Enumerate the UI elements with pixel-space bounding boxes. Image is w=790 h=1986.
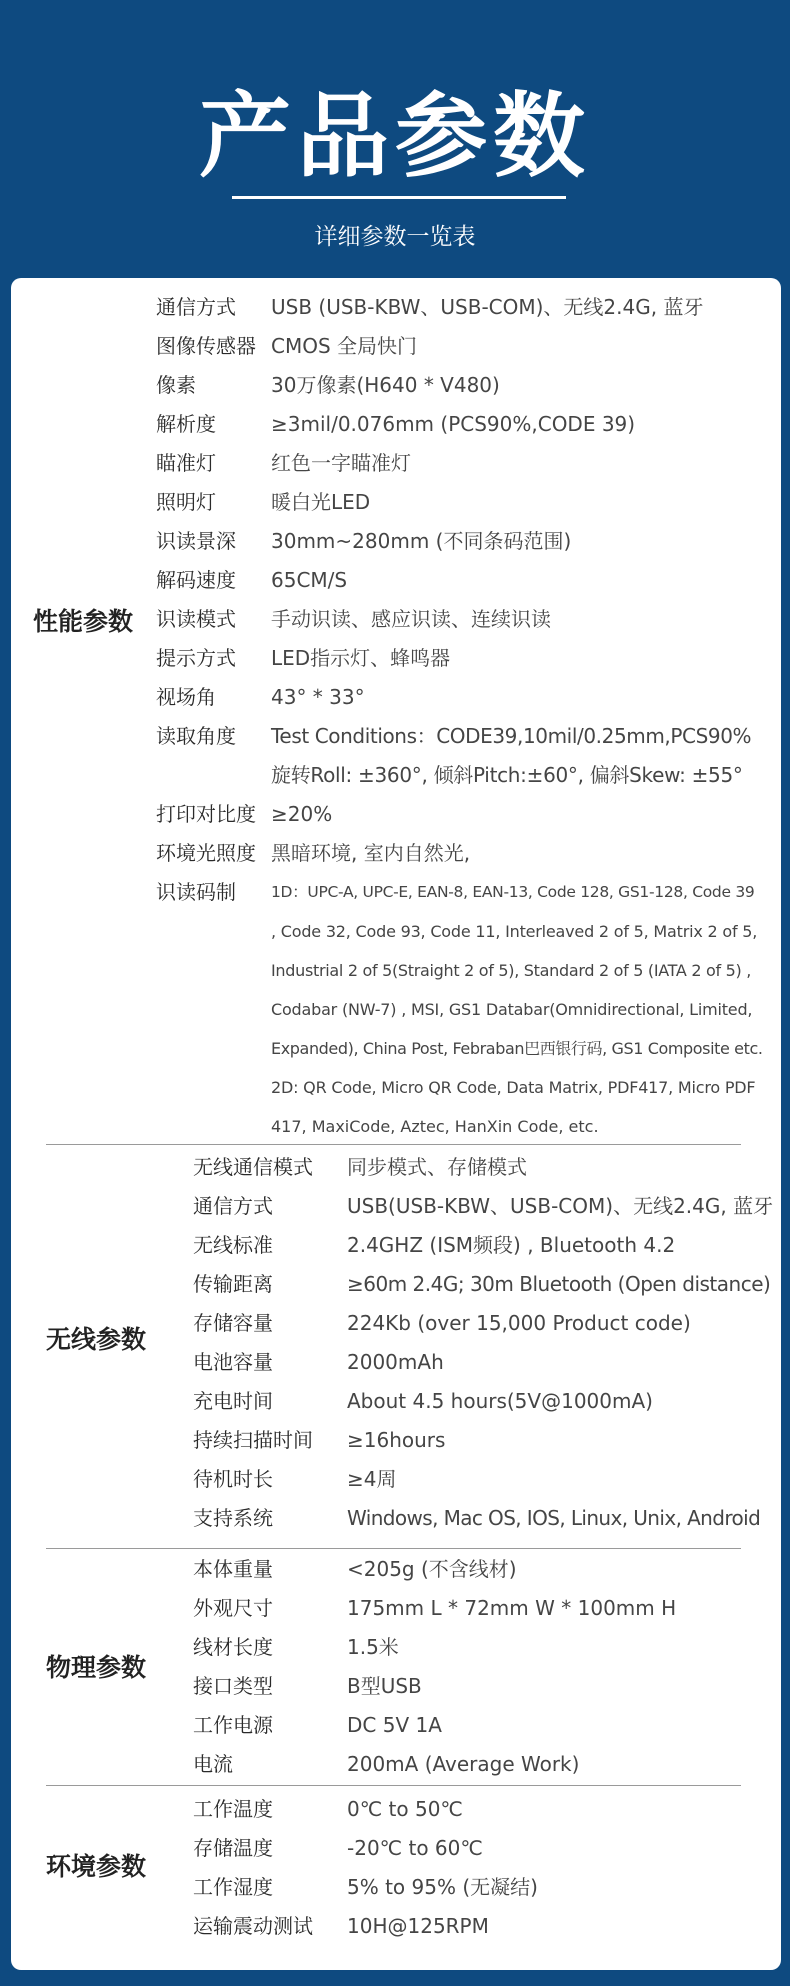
- spec-value: ≥20%: [271, 802, 333, 826]
- spec-value: 200mA (Average Work): [347, 1752, 580, 1776]
- symbology-line: Codabar (NW-7) , MSI, GS1 Databar(Omnidirectional, Limited,: [271, 1000, 753, 1019]
- section-label-environment: 环境参数: [46, 1852, 147, 1881]
- spec-key: 存储容量: [193, 1311, 273, 1335]
- spec-key: 无线通信模式: [193, 1155, 313, 1179]
- spec-key: 工作温度: [193, 1797, 273, 1821]
- spec-key: 读取角度: [156, 724, 236, 748]
- spec-key: 外观尺寸: [193, 1596, 273, 1620]
- spec-value: 30万像素(H640 * V480): [271, 373, 500, 397]
- spec-key: 持续扫描时间: [193, 1428, 313, 1452]
- spec-value: Test Conditions：CODE39,10mil/0.25mm,PCS90%: [271, 724, 752, 748]
- spec-value: ≥16hours: [347, 1428, 446, 1452]
- spec-key: 识读景深: [156, 529, 236, 553]
- spec-key: 识读码制: [156, 880, 236, 904]
- spec-value: 65CM/S: [271, 568, 348, 592]
- spec-key: 线材长度: [193, 1635, 273, 1659]
- title-underline: [232, 196, 566, 199]
- spec-key: 瞄准灯: [156, 451, 216, 475]
- spec-key: 支持系统: [193, 1506, 273, 1530]
- spec-value: 175mm L * 72mm W * 100mm H: [347, 1596, 677, 1620]
- header: [0, 0, 790, 275]
- spec-value: DC 5V 1A: [347, 1713, 442, 1737]
- spec-key: 识读模式: [156, 607, 236, 631]
- spec-value: CMOS 全局快门: [271, 334, 418, 358]
- spec-key: 无线标准: [193, 1233, 273, 1257]
- symbology-line: Expanded), China Post, Febraban巴西银行码, GS1 Composite etc.: [271, 1039, 763, 1058]
- spec-value: 10H@125RPM: [347, 1914, 489, 1938]
- section-label-performance: 性能参数: [33, 607, 134, 636]
- spec-value: 红色一字瞄准灯: [271, 451, 411, 475]
- spec-key: 解析度: [156, 412, 216, 436]
- spec-key: 提示方式: [156, 646, 236, 670]
- spec-key: 解码速度: [156, 568, 236, 592]
- spec-value: 30mm~280mm (不同条码范围): [271, 529, 572, 553]
- spec-key: 工作电源: [193, 1713, 273, 1737]
- spec-value: 暖白光LED: [271, 490, 371, 514]
- spec-value: ≥60m 2.4G; 30m Bluetooth (Open distance): [347, 1272, 771, 1296]
- spec-key: 存储温度: [193, 1836, 273, 1860]
- spec-key: 视场角: [156, 685, 216, 709]
- spec-value: -20℃ to 60℃: [347, 1836, 483, 1860]
- spec-value: LED指示灯、蜂鸣器: [271, 646, 451, 670]
- symbology-line: 417, MaxiCode, Aztec, HanXin Code, etc.: [271, 1117, 599, 1136]
- section-label-wireless: 无线参数: [46, 1325, 147, 1354]
- section-divider: [46, 1548, 741, 1549]
- spec-key: 像素: [156, 373, 196, 397]
- spec-key: 照明灯: [156, 490, 216, 514]
- spec-key: 打印对比度: [156, 802, 256, 826]
- spec-key: 通信方式: [156, 295, 236, 319]
- spec-key: 运输震动测试: [193, 1914, 313, 1938]
- spec-value: 1.5米: [347, 1635, 399, 1659]
- spec-key: 通信方式: [193, 1194, 273, 1218]
- symbology-line: , Code 32, Code 93, Code 11, Interleaved 2 of 5, Matrix 2 of 5,: [271, 922, 758, 941]
- spec-value: <205g (不含线材): [347, 1557, 517, 1581]
- performance-section: [11, 278, 781, 1138]
- environment-section: [11, 1788, 781, 1958]
- spec-key: 待机时长: [193, 1467, 273, 1491]
- spec-key: 本体重量: [193, 1557, 273, 1581]
- section-label-physical: 物理参数: [46, 1653, 147, 1682]
- page-title: 产品参数: [198, 83, 591, 190]
- spec-value: 2.4GHZ (ISM频段) , Bluetooth 4.2: [347, 1233, 676, 1257]
- spec-key: 工作湿度: [193, 1875, 273, 1899]
- symbology-line: Industrial 2 of 5(Straight 2 of 5), Standard 2 of 5 (IATA 2 of 5) ,: [271, 961, 752, 980]
- spec-value: USB(USB-KBW、USB-COM)、无线2.4G, 蓝牙: [347, 1194, 774, 1218]
- spec-value: 同步模式、存储模式: [347, 1155, 527, 1179]
- physical-section: [11, 1550, 781, 1782]
- spec-value: About 4.5 hours(5V@1000mA): [347, 1389, 653, 1413]
- spec-key: 环境光照度: [156, 841, 256, 865]
- spec-value: 0℃ to 50℃: [347, 1797, 463, 1821]
- page-subtitle: 详细参数一览表: [314, 224, 476, 250]
- spec-value: B型USB: [347, 1674, 422, 1698]
- symbology-line: 2D: QR Code, Micro QR Code, Data Matrix, PDF417, Micro PDF: [271, 1078, 756, 1097]
- spec-value: 1D：UPC-A, UPC-E, EAN-8, EAN-13, Code 128, GS1-128, Code 39: [271, 883, 755, 901]
- spec-value: 黑暗环境, 室内自然光,: [271, 841, 471, 865]
- spec-value: USB (USB-KBW、USB-COM)、无线2.4G, 蓝牙: [271, 295, 704, 319]
- spec-key: 传输距离: [193, 1272, 273, 1296]
- spec-card: [11, 278, 781, 1970]
- section-divider: [46, 1785, 741, 1786]
- section-divider: [46, 1144, 741, 1145]
- wireless-section: [11, 1146, 781, 1536]
- spec-value: 224Kb (over 15,000 Product code): [347, 1311, 691, 1335]
- spec-value: 2000mAh: [347, 1350, 444, 1374]
- spec-value: 43° * 33°: [271, 685, 365, 709]
- read-angle-line-2: 旋转Roll: ±360°, 倾斜Pitch:±60°, 偏斜Skew: ±55°: [271, 763, 743, 787]
- spec-value: 手动识读、感应识读、连续识读: [271, 607, 551, 631]
- spec-key: 电池容量: [193, 1350, 273, 1374]
- spec-value: ≥3mil/0.076mm (PCS90%,CODE 39): [271, 412, 636, 436]
- spec-key: 电流: [193, 1752, 233, 1776]
- spec-key: 充电时间: [193, 1389, 273, 1413]
- spec-key: 接口类型: [193, 1674, 273, 1698]
- spec-value: ≥4周: [347, 1467, 397, 1491]
- spec-value: Windows, Mac OS, IOS, Linux, Unix, Android: [347, 1506, 761, 1530]
- spec-value: 5% to 95% (无凝结): [347, 1875, 538, 1899]
- spec-key: 图像传感器: [156, 334, 256, 358]
